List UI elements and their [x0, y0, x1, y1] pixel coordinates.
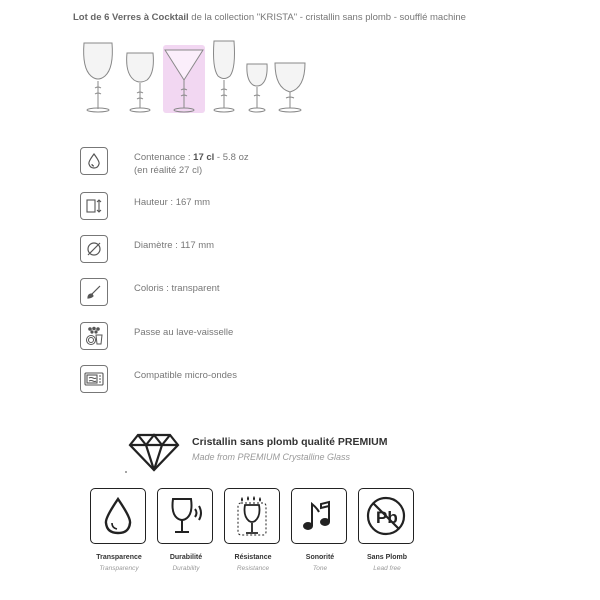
premium-badge: [128, 432, 388, 477]
music-notes-icon: [291, 488, 347, 544]
svg-text:Pb: Pb: [376, 508, 398, 527]
spec-dishwasher-text: Passe au lave-vaisselle: [134, 327, 234, 338]
feature-lead-free: [358, 488, 416, 572]
feature-transparency-label: Transparence: [96, 554, 142, 561]
premium-subtitle: Made from PREMIUM Crystalline Glass: [192, 452, 351, 462]
divider-dot: [125, 471, 127, 473]
spec-capacity-real: (en réalité 27 cl): [134, 165, 203, 176]
feature-tone: [291, 488, 349, 572]
feature-durability: [157, 488, 215, 572]
glass-durability-icon: [157, 488, 213, 544]
spec-diameter-text: Diamètre : 117 mm: [134, 240, 215, 251]
glass-wine-large: [84, 43, 113, 112]
feature-lead-free-label: Sans Plomb: [366, 554, 408, 561]
glass-flute: [214, 41, 235, 112]
brush-icon: [80, 278, 108, 306]
no-lead-icon: [358, 488, 414, 544]
glass-cocktail: [165, 50, 203, 112]
feature-resistance-sub: Resistance: [236, 565, 270, 572]
spec-capacity-oz: - 5.8 oz: [214, 152, 249, 163]
glass-resistance-icon: [224, 488, 280, 544]
glass-wine-small: [127, 53, 154, 112]
diamond-icon: [128, 432, 180, 472]
feature-durability-label: Durabilité: [169, 554, 203, 561]
feature-tone-label: Sonorité: [305, 554, 335, 561]
glass-tumbler: [275, 63, 305, 112]
feature-transparency-sub: Transparency: [99, 565, 139, 572]
diameter-icon: [80, 235, 108, 263]
product-title-rest: de la collection "KRISTA" - cristallin sans plomb - soufflé machine: [188, 12, 466, 23]
feature-durability-sub: Durability: [172, 565, 200, 572]
microwave-icon: [80, 365, 108, 393]
feature-lead-free-sub: Lead free: [373, 565, 401, 572]
feature-resistance-label: Résistance: [234, 554, 272, 561]
feature-resistance: [224, 488, 282, 572]
spec-capacity-value: 17 cl: [193, 152, 215, 163]
spec-microwave-text: Compatible micro-ondes: [134, 370, 237, 381]
spec-capacity-text: [134, 151, 249, 177]
feature-tone-sub: Tone: [312, 565, 328, 572]
spec-capacity-label: Contenance :: [134, 152, 194, 163]
height-icon: [80, 192, 108, 220]
glass-collection-image: [78, 38, 318, 118]
glass-liqueur: [247, 64, 267, 112]
product-title-bold: Lot de 6 Verres à Cocktail: [73, 12, 189, 23]
product-title: [73, 12, 466, 23]
spec-color-text: Coloris : transparent: [134, 283, 220, 294]
drop-icon: [90, 488, 146, 544]
dishwasher-icon: [80, 322, 108, 350]
premium-title: Cristallin sans plomb qualité PREMIUM: [192, 436, 388, 448]
feature-transparency: [90, 488, 148, 572]
droplet-icon: [80, 147, 108, 175]
spec-height-text: Hauteur : 167 mm: [134, 197, 211, 208]
